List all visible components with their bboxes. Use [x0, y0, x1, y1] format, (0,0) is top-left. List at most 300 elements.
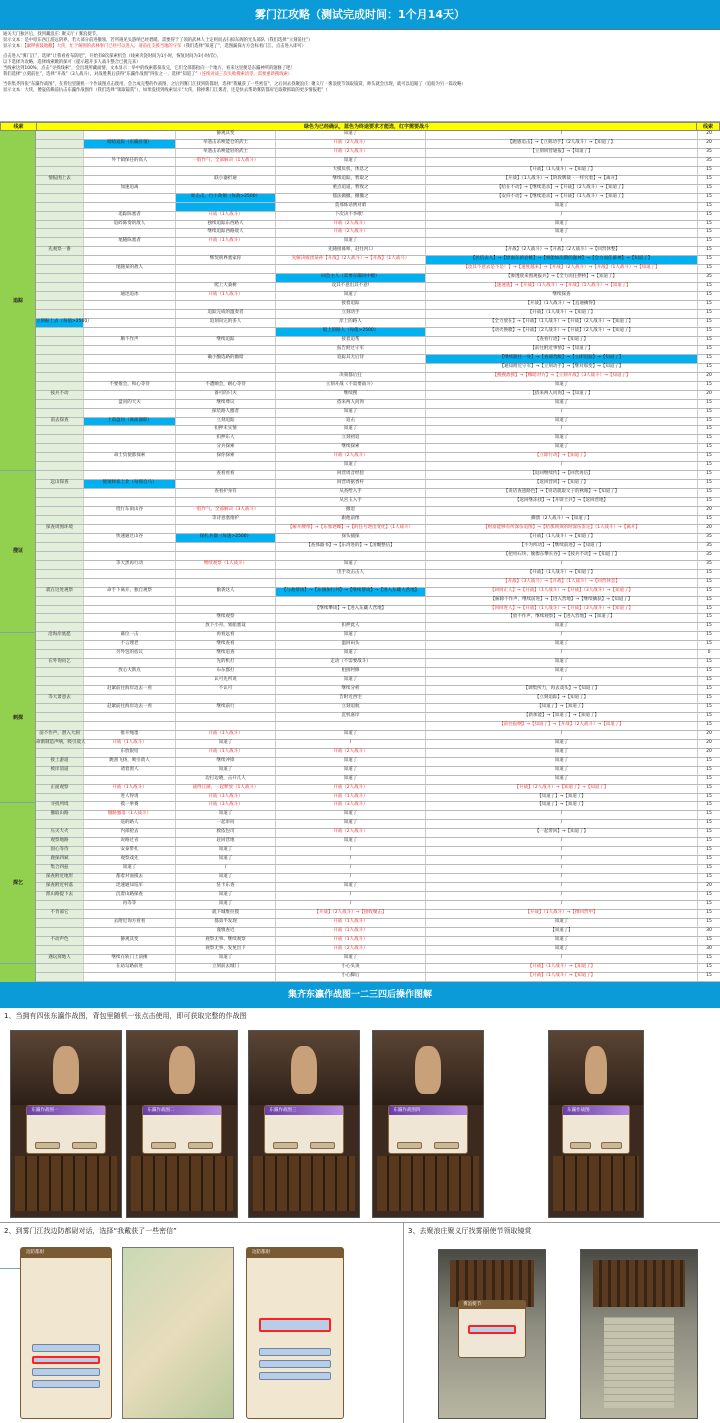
table-cell-c: 谨慎查近: [176, 928, 276, 936]
table-cell-a: [36, 310, 84, 318]
table-cell-c: [176, 722, 276, 730]
table-cell-a: [36, 623, 84, 631]
table-cell-a: [36, 337, 84, 345]
table-cell-c: [176, 525, 276, 533]
table-cell-b: [84, 444, 176, 452]
item-dialog-title: 东瀛作战图二: [143, 1106, 220, 1115]
table-cell-d: 立刻开战（不需要战斗）: [276, 382, 426, 390]
table-cell-e: /: [426, 955, 698, 963]
table-cell-e: /: [426, 409, 698, 417]
table-cell-d: 知道了: [276, 632, 426, 640]
table-cell-b: [84, 516, 176, 524]
table-cell-f: 20: [706, 131, 712, 136]
table-cell-e: 【渗透敌来围观拔兵】→【全力而任摆桥】→【知道了】: [426, 274, 698, 282]
table-row: [36, 301, 720, 310]
table-cell-e: 【哈在不动】→【继续追杀】→【开战】（2人战斗）→【知道了】: [426, 185, 698, 193]
table-cell-e: 知道了: [426, 776, 698, 784]
table-cell-f: 20: [706, 139, 712, 145]
table-cell-c: 继续前行: [176, 704, 276, 712]
table-cell-a: 探查附近村落: [36, 883, 84, 891]
table-cell-a: [36, 283, 84, 291]
table-cell-b: 摸一拳赛: [84, 802, 176, 810]
cancel-button[interactable]: [35, 1142, 60, 1149]
table-cell-b: [84, 256, 176, 264]
table-cell-a: [36, 256, 84, 264]
dialog-option: [32, 1368, 100, 1376]
cancel-button[interactable]: [273, 1142, 298, 1149]
table-cell-b: [84, 910, 176, 918]
table-cell-a: 远山探查: [36, 480, 84, 488]
table-cell-a: [36, 507, 84, 515]
table-cell-b: 追碎陈奏的敌人: [84, 221, 176, 229]
table-cell-e: 知道了: [426, 937, 698, 945]
table-cell-a: [36, 919, 84, 927]
table-row: [36, 964, 720, 973]
table-cell-e: /: [426, 811, 698, 819]
table-cell-a: [36, 212, 84, 220]
table-row: [36, 507, 720, 516]
table-row: [36, 668, 720, 677]
table-cell-a: [36, 820, 84, 828]
table-cell-c: 知道了: [176, 740, 276, 748]
table-cell-e: /: [426, 847, 698, 855]
item-dialog-buttons: [273, 1142, 335, 1149]
table-cell-c: 立刻追踪: [176, 418, 276, 426]
table-body: [0, 131, 720, 982]
dialog-option: [259, 1348, 332, 1356]
table-row: [36, 874, 720, 883]
table-cell-b: [84, 426, 176, 434]
table-cell-a: 前不作声，潜入大洞: [36, 731, 84, 739]
table-cell-b: 不要推会，和心等待: [84, 382, 176, 390]
table-row: [36, 364, 720, 373]
table-cell-d: 走动（不需要战斗）: [276, 659, 426, 667]
table-cell-f: 15: [706, 184, 712, 190]
table-cell-b: 放心大新点: [84, 668, 176, 676]
table-cell-a: 被岸消道: [36, 767, 84, 775]
table-cell-e: 【通知附近守军】→【立刻动手】→【继对那变】→【知道了】: [426, 364, 698, 372]
table-cell-c: 再看远看: [176, 632, 276, 640]
table-cell-f: 0: [707, 650, 711, 656]
item-dialog: [26, 1105, 105, 1153]
table-cell-a: [36, 677, 84, 685]
table-cell-e: /: [426, 865, 698, 873]
table-cell-c: 一般作气，全部解决（3人战斗）: [176, 507, 276, 515]
table-cell-a: [36, 328, 84, 336]
table-cell-f: 15: [706, 399, 712, 405]
table-cell-e: 知道了: [426, 758, 698, 766]
table-cell-a: [36, 158, 84, 166]
table-cell-f: 15: [706, 345, 712, 351]
table-cell-f: 15: [706, 310, 712, 316]
table-cell-a: 压灭大火: [36, 829, 84, 837]
table-cell-b: [84, 319, 176, 327]
table-row: [36, 283, 720, 292]
table-cell-a: [36, 373, 84, 381]
table-cell-d: 搭来两人问询: [276, 400, 426, 408]
table-cell-f: 15: [706, 301, 712, 307]
table-cell-c: 知道了: [176, 856, 276, 864]
table-row: [36, 597, 720, 606]
item-dialog-title: 东瀛作战图三: [265, 1106, 342, 1115]
table-row: [36, 471, 720, 480]
table-cell-c: 扣押东人: [176, 435, 276, 443]
table-row: [36, 149, 720, 158]
table-row: [36, 480, 720, 489]
step-3-palace-screenshot: [580, 1249, 698, 1419]
table-cell-d: 知道了: [276, 758, 426, 766]
table-cell-d: 开战（2人战斗）: [276, 140, 426, 148]
table-cell-f: 15: [706, 668, 712, 674]
table-cell-c: 先的机打: [176, 659, 276, 667]
table-cell-a: 在外询问乞: [36, 659, 84, 667]
table-cell-a: [36, 964, 84, 972]
table-cell-c: 开战（1人战斗）: [176, 749, 276, 757]
table-cell-f: 15: [706, 802, 712, 808]
table-cell-b: 跳刮飞扬，吸引敌人: [84, 758, 176, 766]
table-cell-e: /: [426, 820, 698, 828]
table-cell-c: 驻卡东查: [176, 883, 276, 891]
chapter-label: 刺探: [0, 633, 36, 803]
table-cell-f: 15: [706, 972, 712, 978]
table-cell-d: 知道了: [276, 650, 426, 658]
table-cell-d: 追击: [276, 418, 426, 426]
table-cell-e: 【全力放在】→【开战】（1人战斗）→【开战】（2人战斗）→【知道了】: [426, 319, 698, 327]
table-cell-b: 迅速通知巡军: [84, 883, 176, 891]
table-cell-d: 知道了: [276, 462, 426, 470]
table-cell-f: 15: [706, 936, 712, 942]
intro-line: 显示文本：大侠，倭寇依赖前抗击东瀛作战图作（我们选择“领取镜赏”），如果没找到线索显示“大侠，除掉雾门江雾者，还是快去帮助雾防都府宅取敬抓取的更多情报吧”（: [3, 88, 328, 93]
table-cell-e: 【跑感追击】→【立刻动手】（2人战斗）→【知道了】: [426, 140, 698, 148]
table-row: [36, 319, 720, 328]
table-row: [36, 274, 720, 283]
table-cell-a: [36, 606, 84, 614]
table-cell-e: 【动火换歌】→【开战】（2人战斗）→【开战】（2人战斗）→【知道了】: [426, 328, 698, 336]
table-cell-e: 【开战】（1人战斗）→【知道了】: [426, 570, 698, 578]
table-cell-c: [176, 695, 276, 703]
dialog-option-highlighted[interactable]: [259, 1318, 332, 1332]
intro-line: 点击进入“雾门江”，选择“让我看看布防吧”，开始有8次探索机会（线索夹饶时间为1小时，恢复时间为3小时/次），: [3, 54, 222, 59]
table-cell-f: 15: [706, 784, 712, 790]
table-cell-d: 从宫玉入手: [276, 498, 426, 506]
table-cell-b: [84, 525, 176, 533]
table-cell-b: 命手下离开，独自观察: [84, 588, 176, 596]
table-cell-b: 东放银铅: [84, 749, 176, 757]
table-cell-b: 不言理老: [84, 641, 176, 649]
table-cell-b: [84, 229, 176, 237]
table-cell-b: 撤路强落（1人战斗）: [84, 811, 176, 819]
table-cell-e: /: [426, 731, 698, 739]
table-cell-e: 知道了: [426, 749, 698, 757]
table-cell-b: [84, 973, 176, 981]
table-cell-f: 30: [706, 927, 712, 933]
table-cell-f: 15: [706, 712, 712, 718]
table-cell-e: 【解除不作声，继续前进】→【进入营地】→【继续擒获】→【知道了】: [426, 597, 698, 605]
table-cell-a: [36, 641, 84, 649]
table-cell-a: [36, 552, 84, 560]
table-cell-f: 15: [706, 327, 712, 333]
table-cell-e: 【不为所动】→【继续前进】→【知道了】: [426, 543, 698, 551]
table-cell-d: 探头捕探: [276, 534, 426, 542]
table-cell-b: 等天黑再行动: [84, 561, 176, 569]
table-cell-a: 先观察一番: [36, 247, 84, 255]
table-cell-d: [276, 614, 426, 622]
table-cell-c: 探装路人圈者: [176, 409, 276, 417]
table-cell-e: 【新加能】→【知道了】→【知道了】: [426, 713, 698, 721]
table-cell-d: /: [276, 874, 426, 882]
table-cell-f: 15: [706, 775, 712, 781]
table-row: [36, 686, 720, 695]
table-cell-e: /: [426, 426, 698, 434]
table-cell-d: 先随接暮师，赶往河口: [276, 247, 426, 255]
cancel-button[interactable]: [151, 1142, 176, 1149]
table-cell-f: 15: [706, 847, 712, 853]
table-cell-b: 赶紧前往海岸边去一看: [84, 686, 176, 694]
hero-face: [53, 1046, 79, 1094]
table-cell-d: 知道了: [276, 838, 426, 846]
table-cell-e: 【立刻回营通报】→【知道了】: [426, 149, 698, 157]
inventory-screenshot: [248, 1030, 360, 1218]
table-cell-a: 命渐制造声响，吸引敌人: [36, 740, 84, 748]
table-row: [36, 955, 720, 964]
dialog-option: [259, 1372, 332, 1380]
inventory-grid: [131, 1156, 232, 1212]
table-cell-a: [36, 713, 84, 721]
table-row: [36, 749, 720, 758]
table-cell-c: 一起审问: [176, 820, 276, 828]
table-cell-e: 知道了: [426, 444, 698, 452]
table-cell-d: 立刻追航: [276, 704, 426, 712]
table-cell-c: 赶回营地: [176, 838, 276, 846]
table-cell-a: 撤取山路: [36, 811, 84, 819]
table-cell-b: 说路过省: [84, 838, 176, 846]
item-dialog-buttons: [35, 1142, 97, 1149]
table-cell-c: 开战（3人战斗）: [176, 794, 276, 802]
table-cell-b: 快速通过山谷: [84, 534, 176, 542]
hero-face: [291, 1046, 317, 1094]
table-row: [36, 382, 720, 391]
table-cell-c: 继续冲锋: [176, 758, 276, 766]
table-row: [36, 131, 720, 140]
table-cell-d: 知道了: [276, 776, 426, 784]
table-cell-a: [36, 928, 84, 936]
table-cell-e: 知道了: [426, 435, 698, 443]
table-cell-c: [176, 462, 276, 470]
table-cell-d: /: [276, 892, 426, 900]
table-row: [36, 937, 720, 946]
table-cell-d: 继续追踪，暂取之: [276, 176, 426, 184]
table-cell-b: 追踪陈塞者: [84, 212, 176, 220]
table-cell-c: 开战（1人战斗）: [176, 212, 276, 220]
table-cell-a: 情报围上去: [36, 176, 84, 184]
dialog-option-highlighted[interactable]: [468, 1325, 515, 1334]
table-cell-d: /: [276, 856, 426, 864]
table-cell-f: 15: [706, 856, 712, 862]
use-button[interactable]: [434, 1142, 459, 1149]
table-cell-d: 下次决不李歌！: [276, 212, 426, 220]
table-cell-d: 开战（2人战斗）: [276, 229, 426, 237]
table-cell-d: /: [276, 740, 426, 748]
table-cell-b: [84, 364, 176, 372]
table-row: [36, 185, 720, 194]
table-cell-d: 开战（2人战斗）: [276, 221, 426, 229]
step-3-panel: [404, 1223, 720, 1423]
table-cell-f: 15: [706, 238, 712, 244]
table-cell-c: [176, 265, 276, 273]
table-cell-d: 知道了: [276, 883, 426, 891]
table-row: [36, 606, 720, 615]
table-cell-b: 加速追离: [84, 185, 176, 193]
hero-face: [585, 1046, 608, 1094]
table-row: [36, 292, 720, 301]
table-cell-e: 知道了: [426, 659, 698, 667]
table-row: [36, 677, 720, 686]
table-cell-a: [36, 346, 84, 354]
table-cell-a: 探查周围环境: [36, 525, 84, 533]
table-cell-f: 15: [706, 426, 712, 432]
table-cell-e: /: [426, 507, 698, 515]
table-cell-d: [276, 552, 426, 560]
table-cell-a: [36, 489, 84, 497]
table-row: [36, 561, 720, 570]
table-cell-b: [84, 606, 176, 614]
table-cell-d: [276, 364, 426, 372]
table-cell-d: 接着追踪: [276, 301, 426, 309]
table-cell-b: [84, 597, 176, 605]
table-cell-f: 15: [706, 363, 712, 369]
table-cell-f: 35: [706, 560, 712, 566]
table-row: [36, 337, 720, 346]
table-cell-c: 都第半发现: [176, 919, 276, 927]
table-row: [36, 892, 720, 901]
table-cell-b: [84, 928, 176, 936]
table-cell-c: [176, 579, 276, 587]
table-cell-e: 【搜搜敌援】→【娜暗对方】→【立刻开战】（3人战斗）→【知道了】: [426, 373, 698, 381]
table-cell-b: 上前盘问（离面器职）: [84, 418, 176, 426]
table-cell-f: 20: [706, 883, 712, 889]
table-cell-e: 【把用石块、偷擦东攀长谷】→【按兵不动】→【知道了】: [426, 552, 698, 560]
table-cell-e: 【查看行迹】→【知道了】: [426, 337, 698, 345]
table-cell-f: 15: [706, 587, 712, 593]
table-row: [36, 570, 720, 579]
table-cell-d: 知道了: [276, 238, 426, 246]
table-cell-c: 知道了: [176, 811, 276, 819]
use-button[interactable]: [310, 1142, 335, 1149]
table-cell-d: [276, 722, 426, 730]
table-cell-d: 【继续攀谈】→【进入东藏人营地】: [276, 606, 426, 614]
cancel-button[interactable]: [397, 1142, 422, 1149]
table-cell-d: 开战（2人战斗）: [276, 749, 426, 757]
table-cell-a: 沿海岸底愿: [36, 632, 84, 640]
table-cell-d: 开战（1人战斗）: [276, 937, 426, 945]
table-cell-e: 【放不作声，继续观察】→【进入营地】→【知道了】: [426, 614, 698, 622]
table-cell-f: 15: [706, 417, 712, 423]
table-cell-f: 15: [706, 578, 712, 584]
table-cell-d: 回会主人（需要东瀛同中级）: [276, 274, 426, 282]
table-cell-b: 推开绳墨: [84, 731, 176, 739]
intro-line: 显示文本：【紧锣密鼓地撒】大侠，忙于解围的武林事门已经可以进入，请前往支援当地的守军（我们选择“知道了”，选图漏探方方会标看门江，点击进入即可）: [3, 44, 307, 49]
table-cell-d: 船上的路人（每值>2500）: [276, 328, 426, 336]
table-cell-a: [36, 409, 84, 417]
table-cell-d: 擂法做撤，撤撤之: [276, 194, 426, 202]
table-cell-f: 20: [706, 507, 712, 513]
table-cell-c: 放下小舟，划船塞设: [176, 623, 276, 631]
item-dialog-buttons: [570, 1142, 623, 1149]
table-cell-d: 开战（2人战斗）: [276, 453, 426, 461]
table-cell-a: 固心等待: [36, 847, 84, 855]
table-row: [36, 579, 720, 588]
inventory-screenshot: [126, 1030, 238, 1218]
inventory-screenshot: [372, 1030, 484, 1218]
table-cell-e: 【知道了】→【知道了】: [426, 704, 698, 712]
table-cell-c: 知道了: [176, 847, 276, 855]
use-button[interactable]: [72, 1142, 97, 1149]
step-2-label: 2、到雾门江找边防都尉对话，选择“我戴获了一些密信”: [4, 1227, 177, 1235]
table-cell-f: 15: [706, 247, 712, 253]
table-cell-b: 暗暗追踪（东瀛驻领）: [84, 140, 176, 148]
item-dialog: [264, 1105, 343, 1153]
table-cell-c: [176, 301, 276, 309]
table-rows: [36, 131, 720, 982]
table-cell-e: 【返回继冻找】→【开辟士兵】→【返回营地】: [426, 498, 698, 506]
table-cell-a: [36, 462, 84, 470]
table-cell-d: 回营周据香杆: [276, 480, 426, 488]
table-cell-f: 15: [706, 614, 712, 620]
table-cell-a: [36, 301, 84, 309]
table-cell-e: 知道了: [426, 221, 698, 229]
table-cell-e: 【搭来两人问询】→【知道了】: [426, 391, 698, 399]
table-cell-b: [84, 713, 176, 721]
table-cell-f: 15: [706, 462, 712, 468]
table-cell-d: 知道了: [276, 561, 426, 569]
table-cell-e: /: [426, 901, 698, 909]
table-cell-b: [84, 373, 176, 381]
table-cell-b: 另外包的宿议: [84, 650, 176, 658]
table-row: [36, 910, 720, 919]
table-cell-c: 知道了: [176, 874, 276, 882]
table-cell-c: 谁击击，行干劫铜（每敌>2500）: [176, 194, 276, 202]
table-cell-f: 20: [706, 748, 712, 754]
table-cell-a: [36, 946, 84, 954]
table-cell-a: [36, 668, 84, 676]
table-cell-e: 【返回继续传】→【回营再信】: [426, 471, 698, 479]
cancel-button[interactable]: [570, 1142, 591, 1149]
table-cell-b: [84, 247, 176, 255]
table-cell-d: 开战（2人战斗）: [276, 946, 426, 954]
table-row: [36, 462, 720, 471]
table-cell-f: 15: [706, 829, 712, 835]
table-cell-f: 15: [706, 838, 712, 844]
use-button[interactable]: [601, 1142, 622, 1149]
table-cell-c: [176, 203, 276, 211]
table-cell-e: 【民信去人】→【原面东滨岩桃】→【事能如次期的题神】→【会力而任幕神】→【知道了】: [426, 256, 698, 264]
table-cell-a: [36, 238, 84, 246]
table-cell-b: [84, 695, 176, 703]
table-row: [36, 194, 720, 203]
table-cell-b: [84, 776, 176, 784]
table-cell-f: 15: [706, 865, 712, 871]
table-row: [36, 328, 720, 337]
table-cell-a: [36, 364, 84, 372]
table-cell-d: 知道了: [276, 158, 426, 166]
table-cell-c: 知道了: [176, 767, 276, 775]
table-cell-b: 内部抢去: [84, 829, 176, 837]
use-button[interactable]: [188, 1142, 213, 1149]
table-row: [36, 265, 720, 274]
table-cell-c: 举遗击杀唤能轻的武士: [176, 149, 276, 157]
table-cell-c: 查看看看: [176, 471, 276, 479]
dialog-option-highlighted[interactable]: [32, 1356, 100, 1364]
